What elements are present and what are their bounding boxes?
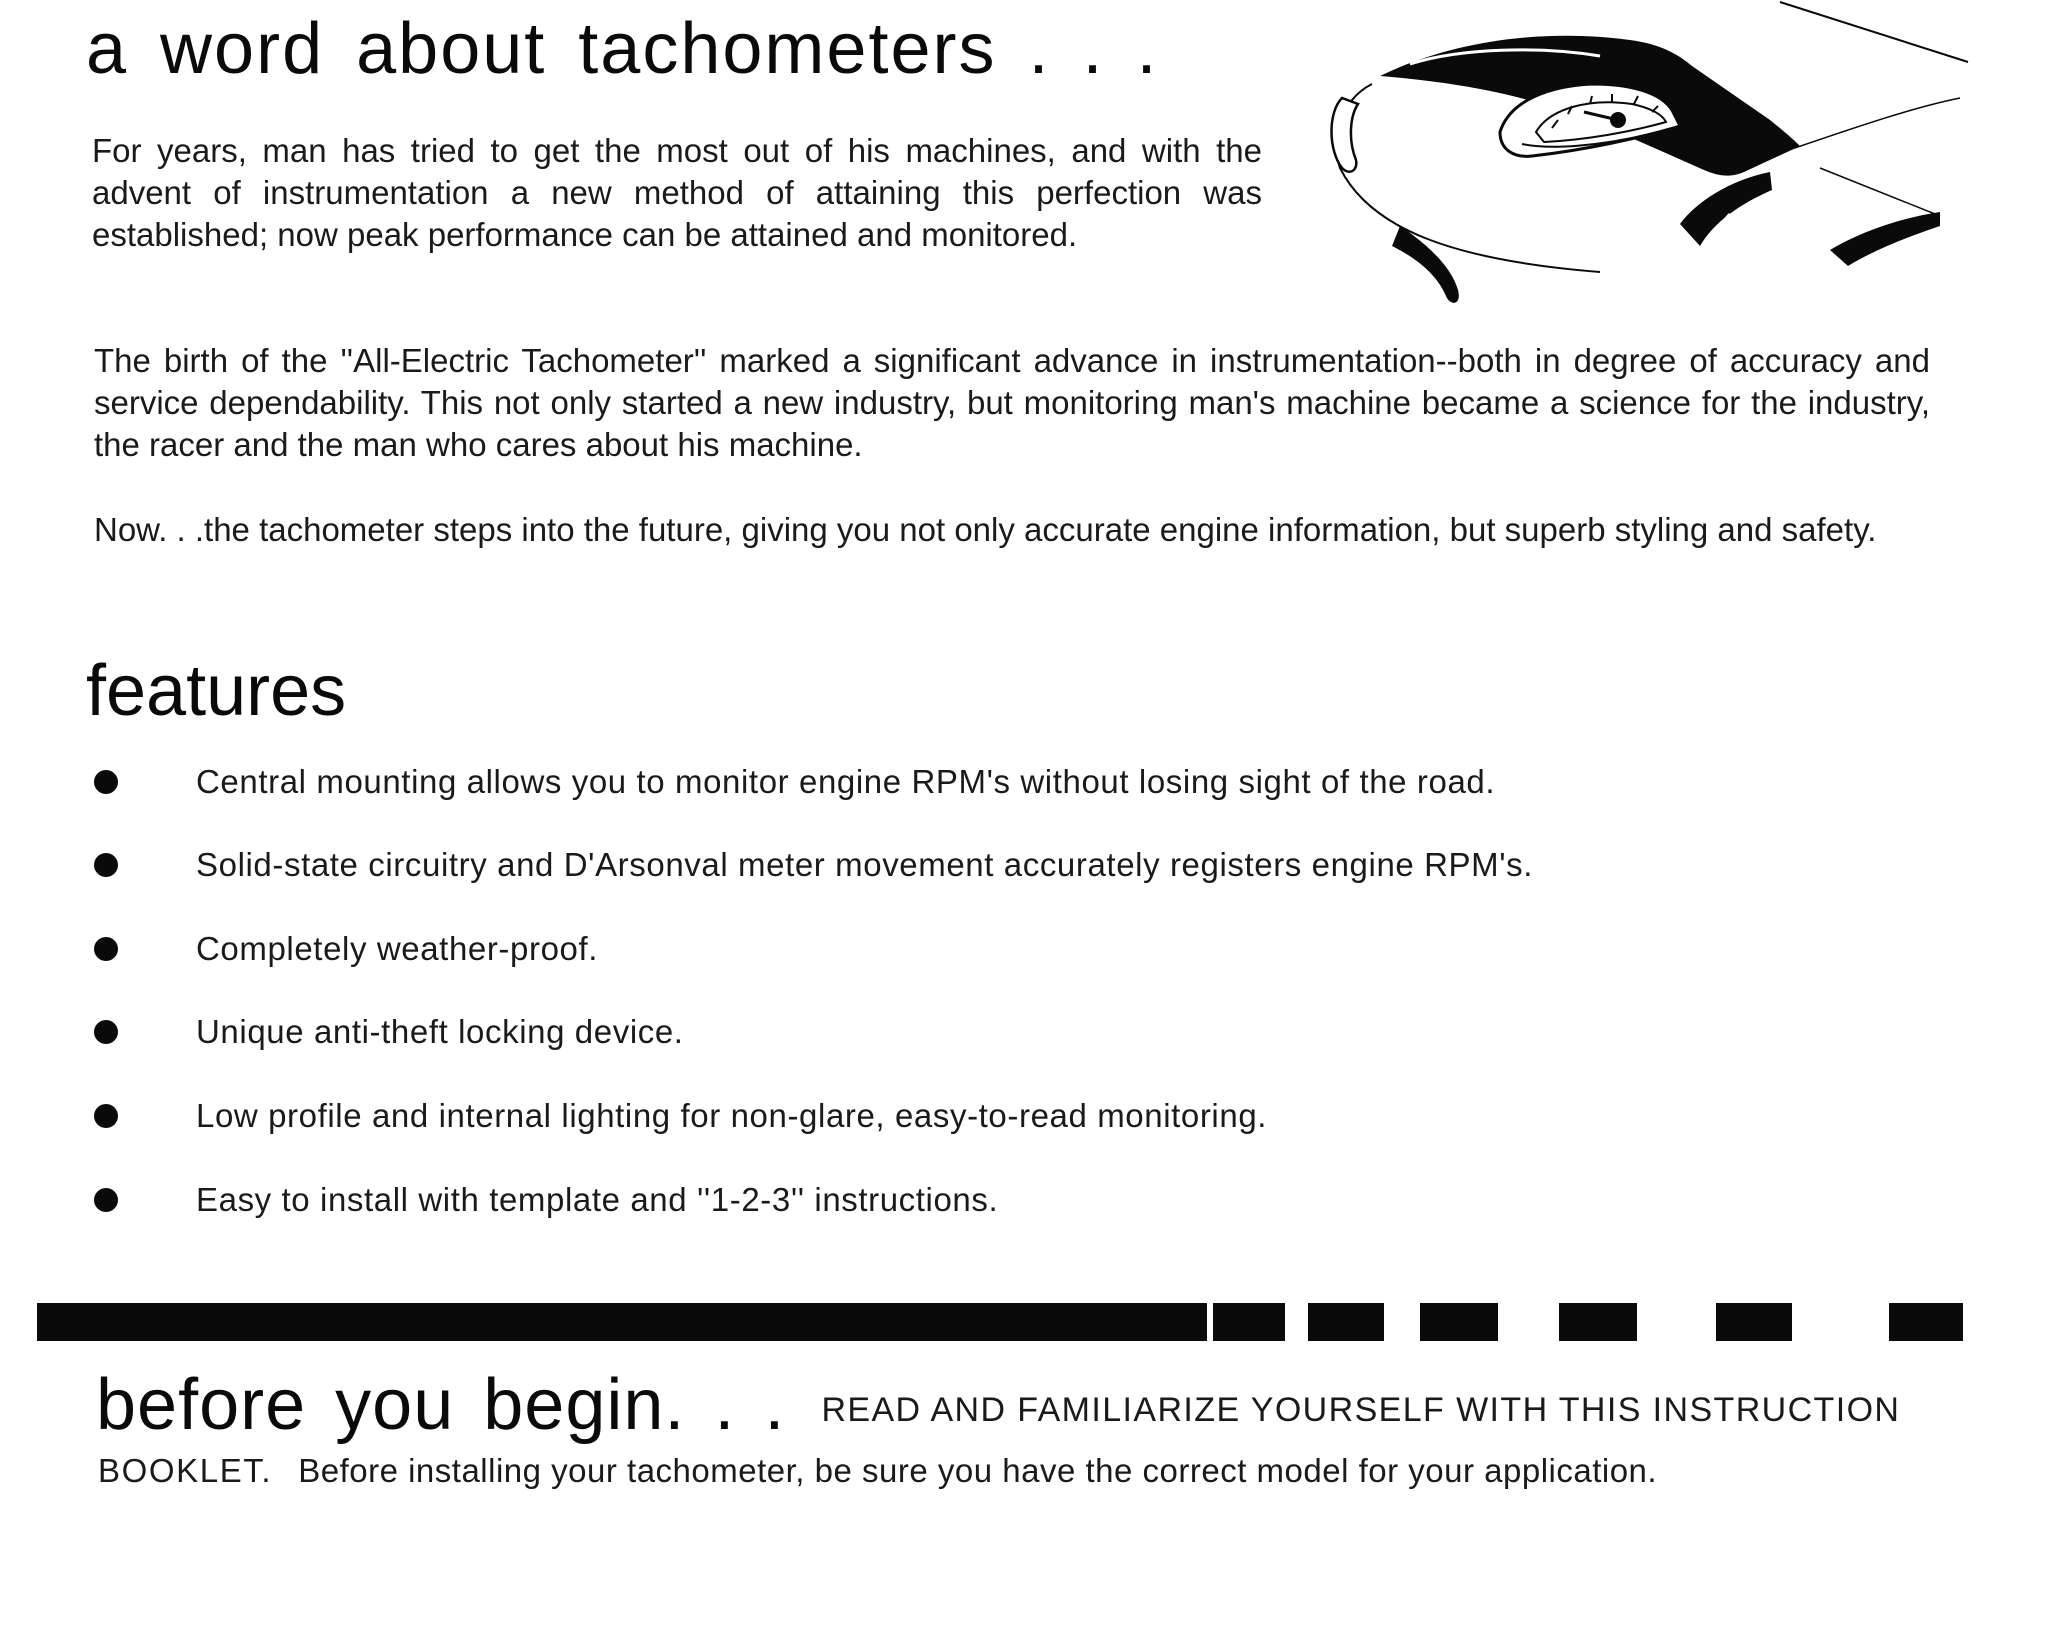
feature-text: Completely weather-proof. <box>196 930 599 967</box>
bullet-icon <box>94 1188 118 1212</box>
car-dashboard-tachometer-illustration <box>1300 0 1980 320</box>
feature-text: Central mounting allows you to monitor engine RPM's without losing sight of the road. <box>196 763 1496 800</box>
feature-item <box>94 1008 1894 1058</box>
bullet-icon <box>94 1104 118 1128</box>
divider-dash <box>1308 1303 1384 1341</box>
fender-line-lower <box>1820 168 1940 216</box>
section-heading-tachometers: a word about tachometers . . . <box>86 9 1159 89</box>
section-heading-features: features <box>86 651 347 731</box>
divider-bar-main <box>37 1303 1207 1341</box>
divider-dash <box>1420 1303 1498 1341</box>
divider-dash <box>1559 1303 1637 1341</box>
before-you-begin-caps: READ AND FAMILIARIZE YOURSELF WITH THIS INSTRUCTION <box>821 1391 1901 1429</box>
feature-item <box>94 1176 1894 1226</box>
bullet-icon <box>94 853 118 877</box>
vent-left <box>1680 172 1772 246</box>
now-paragraph: Now. . .the tachometer steps into the future, giving you not only accurate engine information, but superb styling and safety. <box>94 511 1877 548</box>
before-you-begin-title: before you begin. . . <box>96 1365 786 1445</box>
feature-item <box>94 925 1894 975</box>
bullet-icon <box>94 937 118 961</box>
feature-text: Low profile and internal lighting for non-glare, easy-to-read monitoring. <box>196 1097 1268 1134</box>
vent-right <box>1830 212 1940 266</box>
headlight-left <box>1332 98 1359 172</box>
divider-dash <box>1889 1303 1963 1341</box>
feature-text: Easy to install with template and ''1-2-3'' instructions. <box>196 1181 999 1218</box>
before-you-begin-header <box>96 1364 1986 1446</box>
intro-paragraph: For years, man has tried to get the most out of his machines, and with the advent of instrumentation a new method of attaining this perfection was established; now peak performance can be attained and monitored. <box>92 132 1262 253</box>
windshield-line <box>1780 2 1968 62</box>
feature-item <box>94 758 1894 808</box>
divider-dash <box>1213 1303 1285 1341</box>
feature-text: Unique anti-theft locking device. <box>196 1013 684 1050</box>
bullet-icon <box>94 770 118 794</box>
before-you-begin-caps-continued: BOOKLET. <box>98 1452 273 1489</box>
feature-text: Solid-state circuitry and D'Arsonval meter movement accurately registers engine RPM's. <box>196 846 1534 883</box>
divider-dash <box>1716 1303 1792 1341</box>
before-you-begin-sentence: Before installing your tachometer, be sure you have the correct model for your application. <box>298 1452 1658 1489</box>
birth-paragraph: The birth of the ''All-Electric Tachometer'' marked a significant advance in instrumentation--both in degree of accuracy and service dependability. This not only started a new industry, but monitoring man's machine became a science for the industry, the racer and the man who cares about his machine. <box>94 342 1930 463</box>
bullet-icon <box>94 1020 118 1044</box>
before-you-begin-body <box>98 1450 1657 1492</box>
feature-item <box>94 841 1894 891</box>
feature-item <box>94 1092 1894 1142</box>
